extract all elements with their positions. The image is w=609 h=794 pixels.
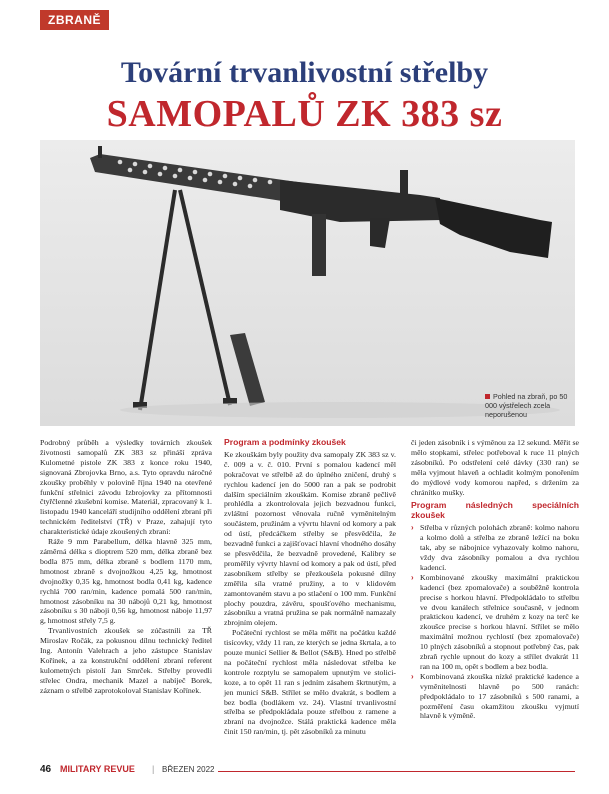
chevron-right-icon: › [411, 671, 414, 681]
column-1 [40, 438, 212, 696]
paragraph: či jeden zásobník i s výměnou za 12 sekund. Měřit se mělo stopkami, střelec potřeboval k ruce 11 plných zásobníků. Po odstřelení celé dávky (330 ran) se měla vyjmout hlaveň a ochladit kolmým ponořením do mýdlové vody komorou napřed, s držením za chránítko mušky. [411, 438, 579, 497]
paragraph: Ráže 9 mm Parabellum, délka hlavně 325 mm, záměrná délka s dioptrem 520 mm, délka zbraně bez bodla 875 mm, délka zbraně s bodlem 1170 mm, hmotnost zbraně s dvojnožkou 4,25 kg, hmotnost dvojnožky 0,35 kg, hmotnost bodla 0,41 kg, kadence rychlá 700 ran/min, kadence pomalá 500 ran/min, hmotnost zásobníku na 30 nábojů 0,21 kg, hmotnost zásobníku s 30 náboji 0,56 kg, hmotnost náboje 11,97 g, hmotnost střely 7,5 g. [40, 537, 212, 626]
page-footer [40, 764, 575, 778]
section-heading: Program a podmínky zkoušek [224, 437, 346, 447]
footer-separator: | [152, 764, 155, 774]
caption-marker-icon [485, 394, 490, 399]
paragraph: Podrobný průběh a výsledky továrních zkoušek životnosti samopalů ZK 383 sz přináší zpráva Kulometné pistole ZK 383 z konce roku 1940, signovaná Zbrojovka Brno, a.s. Tyto opravdu náročné zkoušky proběhly v polovině října 1940 na otevřené funkční střelnici závodu Izbrojovky za přítomnosti čtyřčlenné zkušební komise. Materiál, zpracovaný k 1. listopadu 1940 kanceláří studijního oddělení zbraní při technickém ředitelství (TŘ) v Praze, zahajují tyto charakteristické údaje zkoušených zbraní: [40, 438, 212, 537]
section-tag: ZBRANĚ [40, 10, 109, 30]
issue-date: BŘEZEN 2022 [162, 765, 215, 774]
weapon-photo [40, 140, 575, 426]
page-number: 46 [40, 764, 52, 775]
list-item: › Kombinovaná zkouška nízké praktické kadence a vyměnitelnosti hlavně po 500 ranách: předpokládalo to 17 zásobníků s 500 ranami, a pozměření času okamžitou zkoušku vyjmutí hlavně k výměně. [411, 671, 579, 721]
column-3 [411, 438, 579, 721]
paragraph: Počáteční rychlost se měla měřit na počátku každé tisícovky, vždy 11 ran, ze kterých se jedna škrtala, a to pouze municí Sellier & Bellot (S&B). Hned po střelbě na počáteční rychlost měla následovat střelba ke kontrole rozptylu se samopalem upnutým ve stolici-koze, a to opět 11 ran s jedním zásahem škrtnutým, a jen municí S&B. Střílet se mělo dvakrát, s bodlem a bez bodla (bodlákem vz. 24). Vlastní trvanlivostní střelba se předpokládala pouze střelbou z ramene a zbraní na dvojnožce. Stálá praktická kadence měla činit 150 ran/min, tj. pět zásobníků za minutu [224, 628, 396, 737]
list-item: › Kombinované zkoušky maximální praktickou kadencí (bez zpomalovače) a souběžně kontrola precise s horkou hlavní. Předpokládalo to střelbu ve dvou kanálech střelnice současně, v jednom praktickou kadencí, ve druhém z kozy na terč ke zkoušce precise s horkou hlavní. Střílet se mělo maximální možnou rychlostí (bez zpomalovače) 10 plných zásobníků a stopnout potřebný čas, pak zbraň rychle upnout do kozy a střílet dvakrát 11 ran na 100 m, opět s bodlem a bez bodla. [411, 572, 579, 671]
submachine-gun-illustration [40, 140, 575, 426]
paragraph: Trvanlivostních zkoušek se zúčastnili za TŘ Miroslav Ročák, za pokusnou dílnu technický ředitel Ing. Antonín Valehrach a jeho zástupce Stanislav Kořínek, a za konstrukční oddělení zbraní referent kulometných pistolí Jan Smrček. Střelby provedli střelec Ondra, mechanik Mazel a nabíječ Borek, záznam o střelbě zaprotokoloval Stanislav Kořínek. [40, 626, 212, 695]
chevron-right-icon: › [411, 523, 414, 533]
bullet-list [411, 523, 579, 721]
footer-rule [218, 771, 575, 772]
magazine-name: MILITARY REVUE [60, 764, 135, 774]
article-title: SAMOPALŮ ZK 383 sz [106, 93, 503, 135]
photo-caption: Pohled na zbraň, po 50 000 výstřelech zcela neporušenou [485, 392, 568, 419]
list-item: › Střelba v různých polohách zbraně: kolmo nahoru a kolmo dolů a střelba ze zbraně ležící na boku tak, aby se nábojnice vyhazovaly kolmo nahoru, vždy dva zásobníky pomalou a dva rychlou kadencí. [411, 523, 579, 572]
chevron-right-icon: › [411, 572, 414, 582]
article-supertitle: Tovární trvanlivostní střelby [120, 56, 489, 89]
section-heading: Program následných speciálních zkoušek [411, 500, 579, 521]
column-2 [224, 438, 396, 737]
paragraph: Ke zkouškám byly použity dva samopaly ZK 383 sz v. č. 009 a v. č. 010. První s pomalou kadencí měl pokračovat ve střelbě až do úplného zničení, druhý s rychlou kadencí jen do 5000 ran a pak se podrobit dalším speciálním zkouškám. Komise zbraně pečlivě prohlédla a zkontrolovala jejich bezvadnou funkci, zvláštní pozornost věnovala ručně vyměnitelným součástem, pružinám a vývrtu hlavní od komory a pak od ústí, předcáčkem střelby se přesvědčila, že bezvadně funkci a zajišťovací hlavní vhodného dosáhy se přesvědčila, že bezvadně provedené, Kalibry se proměřily vývrty hlavní od komory a pak od ústí, před zasobníkem střelby se přezkoušela pokusné dílny změřila síla vratné pružiny, a to v klidovém zamontovaném stavu a po stlačení o 100 mm. Funkční plochy pouzdra, závěru, spoušťového mechanismu, zásobníku a vratná pružina se pak normálně namazaly zbrojním olejem. [224, 449, 396, 628]
